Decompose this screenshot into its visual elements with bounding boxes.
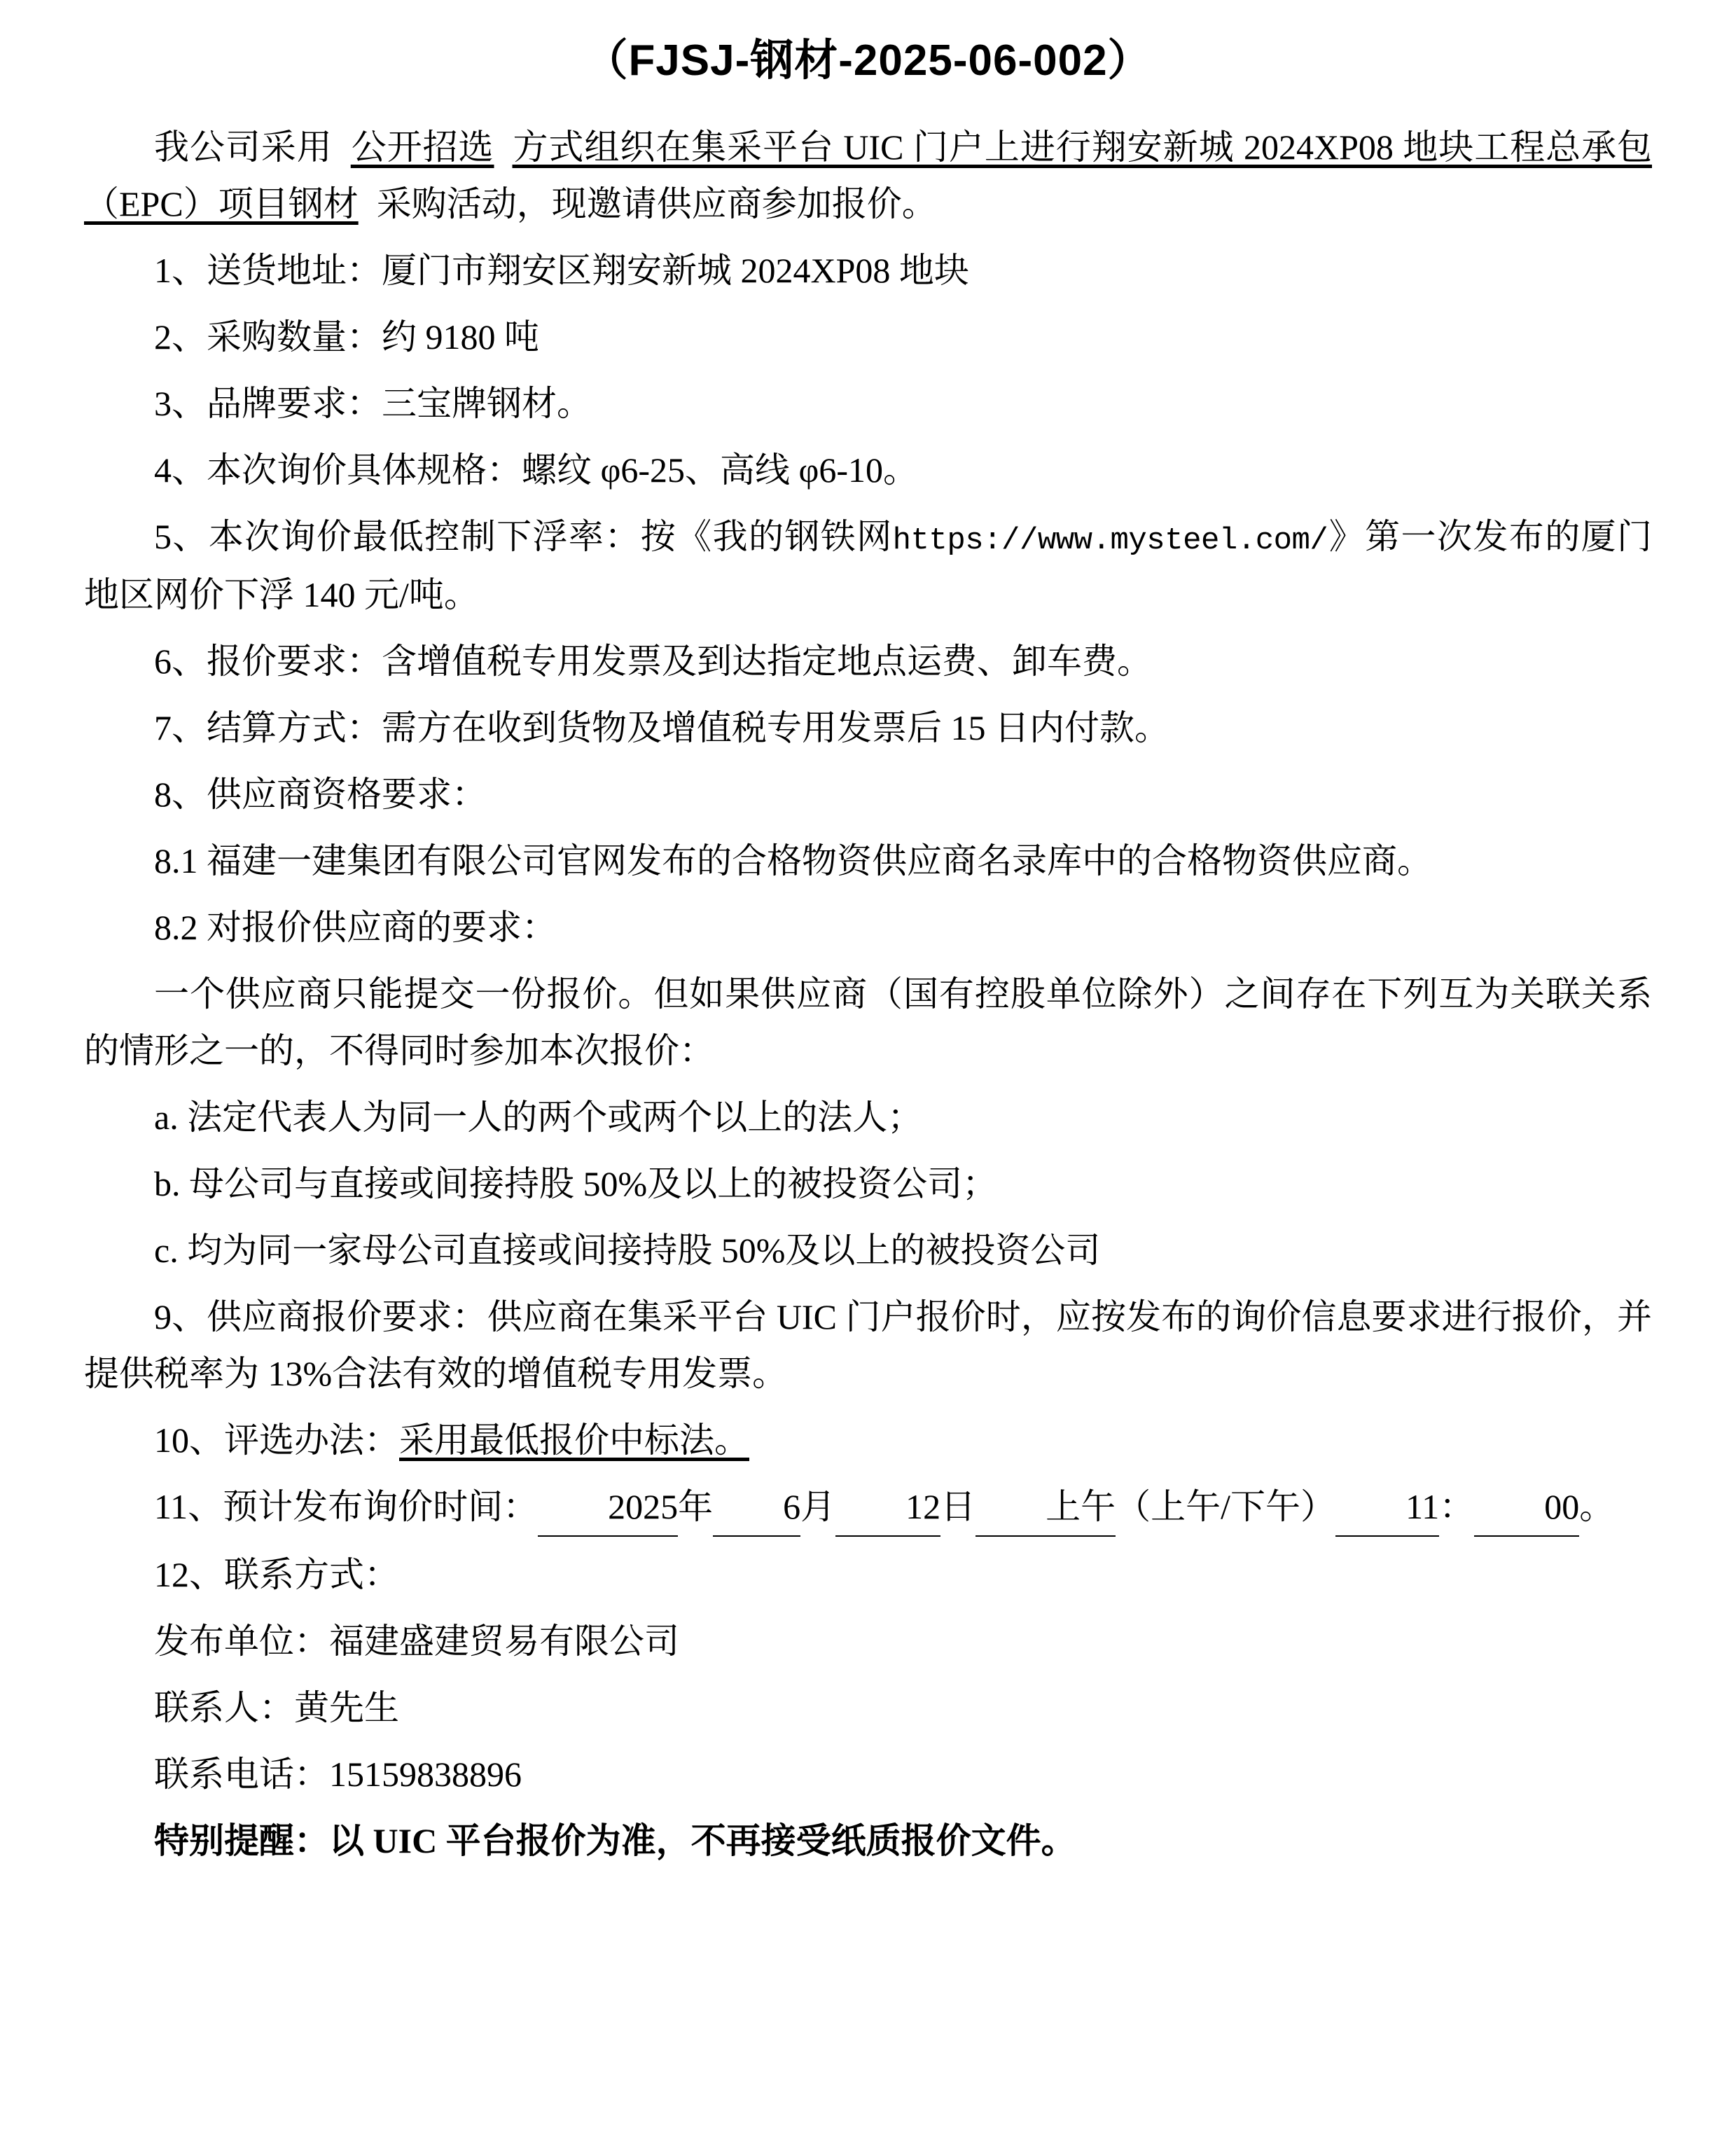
field-minute[interactable]: 00 <box>1474 1479 1579 1537</box>
item-8-label: 供应商资格要求： <box>207 774 487 814</box>
item-6-no: 6、 <box>154 641 207 681</box>
field-year[interactable]: 2025 <box>538 1479 678 1537</box>
item-6-value: 含增值税专用发票及到达指定地点运费、卸车费。 <box>382 641 1152 681</box>
clause-8-2-body: 一个供应商只能提交一份报价。但如果供应商（国有控股单位除外）之间存在下列互为关联关系的情形之一的，不得同时参加本次报价： <box>84 974 1652 1070</box>
item-1-value: 厦门市翔安区翔安新城 2024XP08 地块 <box>382 251 969 291</box>
intro-paragraph <box>84 119 1652 233</box>
time-colon: ： <box>1439 1486 1475 1526</box>
mysteel-url: https://www.mysteel.com/ <box>892 523 1328 559</box>
intro-method: 公开招选 <box>350 127 494 167</box>
item-4-no: 4、 <box>154 450 207 490</box>
intro-middle: 方式组织在集采平台 UIC 门户上进行翔安新城 2024XP08 地块工程总承包（EPC）项目钢材 <box>84 127 1653 224</box>
item-7-value: 需方在收到货物及增值税专用发票后 15 日内付款。 <box>382 707 1169 747</box>
item-2 <box>84 309 1652 366</box>
item-12-label: 联系方式： <box>224 1554 399 1594</box>
item-8-no: 8、 <box>154 774 207 814</box>
item-10-value: 采用最低报价中标法。 <box>399 1420 749 1460</box>
sub-clause-c: c. 均为同一家母公司直接或间接持股 50%及以上的被投资公司 <box>154 1230 1101 1270</box>
contact-person-label: 联系人： <box>154 1687 294 1727</box>
item-7 <box>84 700 1652 756</box>
special-notice-label: 特别提醒： <box>154 1820 329 1860</box>
item-4 <box>84 442 1652 499</box>
item-1 <box>84 242 1652 299</box>
field-month[interactable]: 6 <box>713 1479 800 1537</box>
special-notice <box>84 1813 1652 1869</box>
item-6-label: 报价要求： <box>207 641 382 681</box>
unit-month: 月 <box>800 1486 836 1526</box>
item-10 <box>84 1412 1652 1469</box>
item-10-label: 评选办法： <box>224 1420 399 1460</box>
item-11-no: 11、 <box>154 1486 223 1526</box>
item-2-label: 采购数量： <box>207 317 382 357</box>
item-9-no: 9、 <box>154 1296 207 1336</box>
field-day[interactable]: 12 <box>835 1479 940 1537</box>
contact-person-value: 黄先生 <box>294 1687 399 1727</box>
contact-phone <box>84 1746 1652 1803</box>
item-3 <box>84 375 1652 432</box>
item-3-no: 3、 <box>154 384 207 424</box>
unit-day: 日 <box>940 1486 976 1526</box>
item-5-part2: 》第一次发布的厦门地区网价下浮 140 元/吨。 <box>84 517 1653 614</box>
item-8 <box>84 766 1652 823</box>
item-5-no: 5、 <box>154 517 209 557</box>
unit-year: 年 <box>678 1486 714 1526</box>
intro-prefix: 我公司采用 <box>154 127 333 167</box>
contact-phone-label: 联系电话： <box>154 1754 329 1794</box>
item-7-label: 结算方式： <box>207 707 382 747</box>
item-9-value: 供应商在集采平台 UIC 门户报价时，应按发布的询价信息要求进行报价，并提供税率为 13%合法有效的增值税专用发票。 <box>84 1296 1653 1393</box>
item-11 <box>84 1479 1652 1537</box>
item-11-period: 。 <box>1579 1486 1615 1526</box>
item-12 <box>84 1547 1652 1603</box>
clause-8-1: 8.1 福建一建集团有限公司官网发布的合格物资供应商名录库中的合格物资供应商。 <box>154 841 1432 880</box>
item-1-label: 送货地址： <box>207 251 382 291</box>
item-7-no: 7、 <box>154 707 207 747</box>
contact-publisher-value: 福建盛建贸易有限公司 <box>329 1621 679 1661</box>
ampm-note: （上午/下午） <box>1116 1486 1336 1526</box>
item-11-label: 预计发布询价时间： <box>223 1486 539 1526</box>
document-title: （FJSJ-钢材-2025-06-002） <box>584 36 1152 85</box>
item-9-label: 供应商报价要求： <box>207 1296 487 1336</box>
field-hour[interactable]: 11 <box>1335 1479 1439 1537</box>
item-5-part1: 按《我的钢铁网 <box>640 517 893 557</box>
sub-clause-a: a. 法定代表人为同一人的两个或两个以上的法人； <box>154 1097 923 1137</box>
clause-8-2: 8.2 对报价供应商的要求： <box>154 907 557 947</box>
item-3-value: 三宝牌钢材。 <box>382 384 592 424</box>
item-2-no: 2、 <box>154 317 207 357</box>
item-6 <box>84 633 1652 690</box>
item-1-no: 1、 <box>154 251 207 291</box>
sub-clause-b: b. 母公司与直接或间接持股 50%及以上的被投资公司； <box>154 1163 998 1203</box>
special-notice-value: 以 UIC 平台报价为准，不再接受纸质报价文件。 <box>329 1820 1076 1860</box>
item-4-value: 螺纹 φ6-25、高线 φ6-10。 <box>522 450 919 490</box>
item-10-no: 10、 <box>154 1420 224 1460</box>
item-3-label: 品牌要求： <box>207 384 382 424</box>
item-5 <box>84 509 1652 623</box>
contact-phone-value: 15159838896 <box>329 1754 522 1794</box>
item-4-label: 本次询价具体规格： <box>207 450 522 490</box>
item-9 <box>84 1289 1652 1402</box>
intro-suffix: 采购活动，现邀请供应商参加报价。 <box>376 184 937 224</box>
contact-person <box>84 1680 1652 1736</box>
contact-publisher-label: 发布单位： <box>154 1621 329 1661</box>
item-12-no: 12、 <box>154 1554 224 1594</box>
item-2-value: 约 9180 吨 <box>382 317 539 357</box>
contact-publisher <box>84 1613 1652 1670</box>
field-ampm[interactable]: 上午 <box>975 1479 1116 1537</box>
item-5-label: 本次询价最低控制下浮率： <box>208 517 641 557</box>
